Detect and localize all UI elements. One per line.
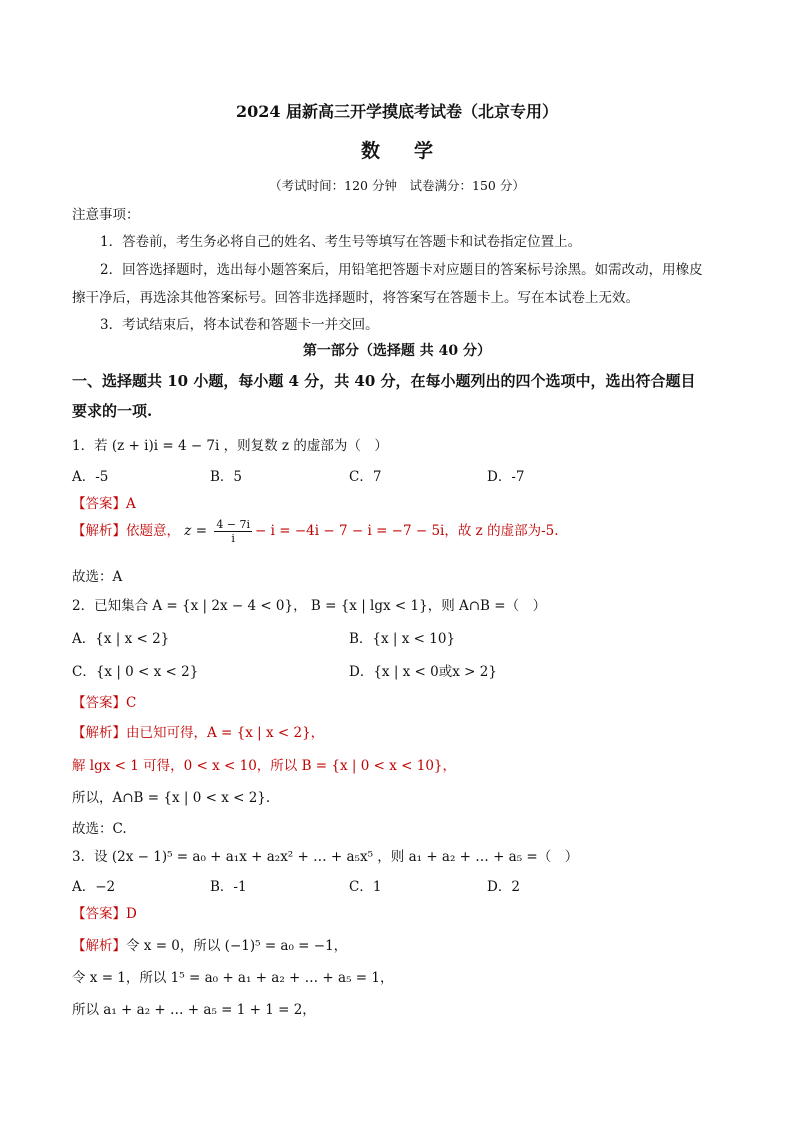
q3-option-c: C．1: [349, 879, 382, 895]
q2-stem: 2．已知集合 A = {x | 2x − 4 < 0}， B = {x | lgx < 1}，则 A∩B =（ ）: [72, 598, 547, 614]
exam-title: 2024 届新高三开学摸底考试卷（北京专用）: [235, 102, 559, 121]
q3-analysis-line-2: 令 x = 1，所以 1⁵ = a₀ + a₁ + a₂ + … + a₅ = 1，: [72, 970, 394, 986]
q1-analysis: [72, 518, 559, 545]
q1-conclusion: 故选：A: [72, 569, 123, 585]
q2-analysis-line-2: 解 lgx < 1 可得，0 < x < 10，所以 B = {x | 0 < x < 10}，: [72, 758, 457, 774]
notes-heading: 注意事项：: [72, 207, 140, 223]
q3-option-d: D．2: [487, 879, 520, 895]
q3-option-b: B．-1: [210, 879, 247, 895]
analysis-tag: 【解析】: [72, 523, 126, 540]
analysis-intro: 依题意，: [126, 523, 180, 540]
part1-instruction-line-2: 要求的一项.: [72, 402, 153, 420]
subject-title: 数学: [360, 140, 467, 162]
analysis-text: 令 x = 0，所以 (−1)⁵ = a₀ = −1，: [126, 938, 348, 954]
q2-conclusion: 故选：C.: [72, 821, 127, 837]
analysis-tag: 【解析】: [72, 938, 126, 954]
q1-stem: 1．若 (z + i)i = 4 − 7i ，则复数 z 的虚部为（ ）: [72, 438, 388, 454]
answer-tag: 【答案】: [72, 695, 126, 711]
q2-option-d: D．{x | x < 0或x > 2}: [349, 664, 497, 680]
q2-option-a: A．{x | x < 2}: [72, 631, 170, 647]
q3-answer: [72, 902, 137, 922]
analysis-z: z =: [184, 523, 208, 540]
answer-value: C: [126, 695, 137, 711]
q3-analysis-line-3: 所以 a₁ + a₂ + … + a₅ = 1 + 1 = 2，: [72, 1002, 316, 1018]
fraction: [214, 518, 252, 545]
q3-option-a: A．−2: [72, 879, 116, 895]
q3-stem: 3．设 (2x − 1)⁵ = a₀ + a₁x + a₂x² + … + a₅x⁵ ，则 a₁ + a₂ + … + a₅ =（ ）: [72, 849, 579, 865]
answer-tag: 【答案】: [72, 906, 126, 922]
q1-option-b: B．5: [210, 469, 243, 485]
fraction-denominator: i: [231, 532, 235, 546]
q2-answer: [72, 691, 136, 711]
q2-analysis-line-1: [72, 721, 324, 741]
note-item-1: 1．答卷前，考生务必将自己的姓名、考生号等填写在答题卡和试卷指定位置上。: [100, 234, 582, 250]
part1-instruction-line-1: 一、选择题共 10 小题，每小题 4 分，共 40 分，在每小题列出的四个选项中，选出符合题目: [72, 372, 696, 390]
analysis-tag: 【解析】: [72, 725, 126, 741]
q1-answer: [72, 492, 136, 512]
analysis-result: − i = −4i − 7 − i = −7 − 5i，故 z 的虚部为-5.: [255, 523, 559, 540]
q1-option-c: C．7: [349, 469, 382, 485]
q3-analysis-line-1: [72, 934, 347, 954]
answer-value: D: [126, 906, 137, 922]
q1-option-a: A．-5: [72, 469, 109, 485]
analysis-text: 由已知可得，A = {x | x < 2}，: [126, 725, 325, 741]
fraction-numerator: 4 − 7i: [216, 518, 251, 531]
note-item-2-line-2: 擦干净后，再选涂其他答案标号。回答非选择题时，将答案写在答题卡上。写在本试卷上无效。: [72, 290, 639, 306]
exam-time-info: （考试时间：120 分钟 试卷满分：150 分）: [269, 178, 525, 193]
note-item-3: 3．考试结束后，将本试卷和答题卡一并交回。: [100, 317, 379, 333]
q2-analysis-line-3: 所以，A∩B = {x | 0 < x < 2}.: [72, 790, 271, 806]
part1-heading: 第一部分（选择题 共 40 分）: [302, 343, 492, 359]
q1-option-d: D．-7: [487, 469, 525, 485]
note-item-2-line-1: 2．回答选择题时，选出每小题答案后，用铅笔把答题卡对应题目的答案标号涂黑。如需改动，用橡皮: [100, 262, 703, 278]
q2-option-b: B．{x | x < 10}: [349, 631, 456, 647]
q2-option-c: C．{x | 0 < x < 2}: [72, 664, 199, 680]
answer-value: A: [126, 496, 136, 512]
answer-tag: 【答案】: [72, 496, 126, 512]
